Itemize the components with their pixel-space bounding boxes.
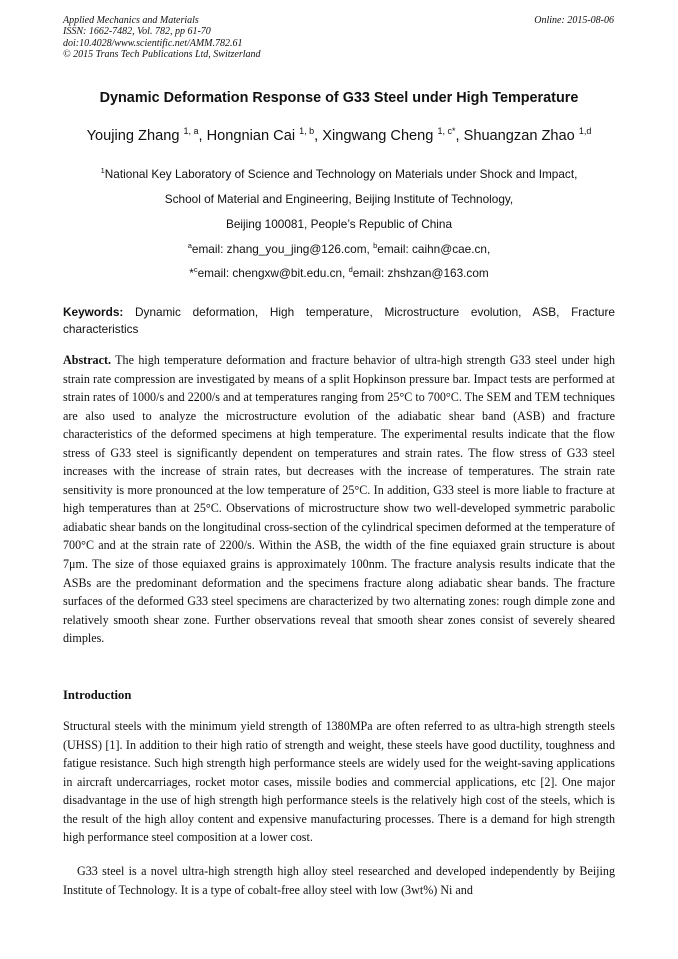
author-name: Youjing Zhang [86, 128, 180, 144]
author-name: Xingwang Cheng [322, 128, 434, 144]
email-text: email: chengxw@bit.edu.cn, [197, 266, 349, 280]
abstract-label: Abstract. [63, 353, 112, 367]
doi-line: doi:10.4028/www.scientific.net/AMM.782.61 [63, 37, 243, 49]
body-paragraph: Structural steels with the minimum yield strength of 1380MPa are often referred to as ultra-high strength steels (UHSS) [1]. In addition to their high ratio of strength and weight, these steels have good ductility, toughness and fatigue resistance. Such high strength high performance steels are widely used for the weight-saving applications in aircraft undercarriages, rocket motor cases, missile bodies and commercial applications, etc [2]. One major disadvantage in the use of high strength high performance steels is the relatively high cost of the steels, which is the result of the high alloy content and expensive manufacturing processes. There is a demand for high strength high performance steel composition at a lower cost. [63, 719, 615, 845]
author-affiliation-mark: 1, a [183, 126, 199, 136]
affiliation-line-1 [63, 167, 615, 181]
email-mark: a [187, 241, 192, 250]
keywords-text: Dynamic deformation, High temperature, Microstructure evolution, ASB, Fracture characteristics [63, 305, 615, 336]
email-line-1 [63, 242, 615, 256]
issn-line: ISSN: 1662-7482, Vol. 782, pp 61-70 [63, 26, 211, 38]
affiliation-text: National Key Laboratory of Science and Technology on Materials under Shock and Impact, [104, 167, 578, 181]
author-name: Hongnian Cai [206, 128, 296, 144]
author-affiliation-mark: 1,d [578, 126, 592, 136]
paper-title: Dynamic Deformation Response of G33 Steel under High Temperature [99, 90, 579, 106]
email-mark: d [348, 265, 353, 274]
affiliation-line-2: School of Material and Engineering, Beijing Institute of Technology, [164, 192, 514, 206]
author-affiliation-mark: 1, c* [437, 126, 456, 136]
journal-header [63, 15, 261, 61]
author-affiliation-mark: 1, b [299, 126, 315, 136]
section-heading-introduction: Introduction [63, 688, 132, 702]
abstract-text: The high temperature deformation and fracture behavior of ultra-high strength G33 steel under high strain rate compression are investigated by means of a split Hopkinson pressure bar. Impact tests are performed at strain rates of 1000/s and 2200/s and at temperatures ranging from 25°C to 700°C. The SEM and TEM techniques are also used to analyze the microstructure evolution of the adiabatic shear band (ASB) and fracture characteristics of the deformed specimens at high temperature. The experimental results indicate that the flow stress of G33 steel is significantly dependent on temperatures and strain rates. The flow stress of G33 steel increases with the increase of strain rates, but decreases with the increase of temperatures. The strain rate sensitivity is more pronounced at the low temperature of 25°C. In addition, G33 steel is more liable to fracture at high temperatures than at 25°C. Observations of microstructure show two well-developed symmetric parabolic adiabatic shear bands on the longitudinal cross-section of the cylindrical specimen deformed at the temperature of 700°C and at the strain rate of 2200/s. Within the ASB, the width of the fine equiaxed grain structure is about 7μm. The size of those equiaxed grains is approximately 100nm. The fracture analysis results indicate that the ASBs are the predominant deformation and the specimens fracture along adiabatic shear bands. The fracture surfaces of the deformed G33 steel specimens are characterized by two alternating zones: rough dimple zone and relatively smooth shear zone. Further observations reveal that smooth shear zones consist of severely sheared dimples. [63, 353, 615, 646]
corresponding-star: * [189, 266, 194, 280]
author-separator: , [198, 128, 207, 144]
keywords-block [63, 304, 615, 338]
email-text: email: zhshzan@163.com [352, 266, 489, 280]
email-text: email: zhang_you_jing@126.com, [191, 242, 374, 256]
abstract-block [63, 351, 615, 648]
copyright-line: © 2015 Trans Tech Publications Ltd, Switzerland [63, 49, 261, 61]
email-mark: c [193, 265, 198, 274]
affiliation-mark: 1 [100, 166, 105, 175]
email-line-2 [63, 266, 615, 280]
email-text: email: caihn@cae.cn, [377, 242, 491, 256]
journal-name: Applied Mechanics and Materials [63, 15, 199, 26]
body-paragraph: G33 steel is a novel ultra-high strength high alloy steel researched and developed independently by Beijing Institute of Technology. It is a type of cobalt-free alloy steel with low (3wt%) Ni and [63, 864, 615, 897]
author-separator: , [314, 128, 323, 144]
affiliation-line-3: Beijing 100081, People’s Republic of China [225, 217, 453, 231]
keywords-label: Keywords: [63, 305, 124, 319]
author-list [63, 128, 615, 144]
author-name: Shuangzan Zhao [463, 128, 575, 144]
online-date: Online: 2015-08-06 [534, 15, 614, 26]
email-mark: b [373, 241, 378, 250]
author-separator: , [455, 128, 464, 144]
